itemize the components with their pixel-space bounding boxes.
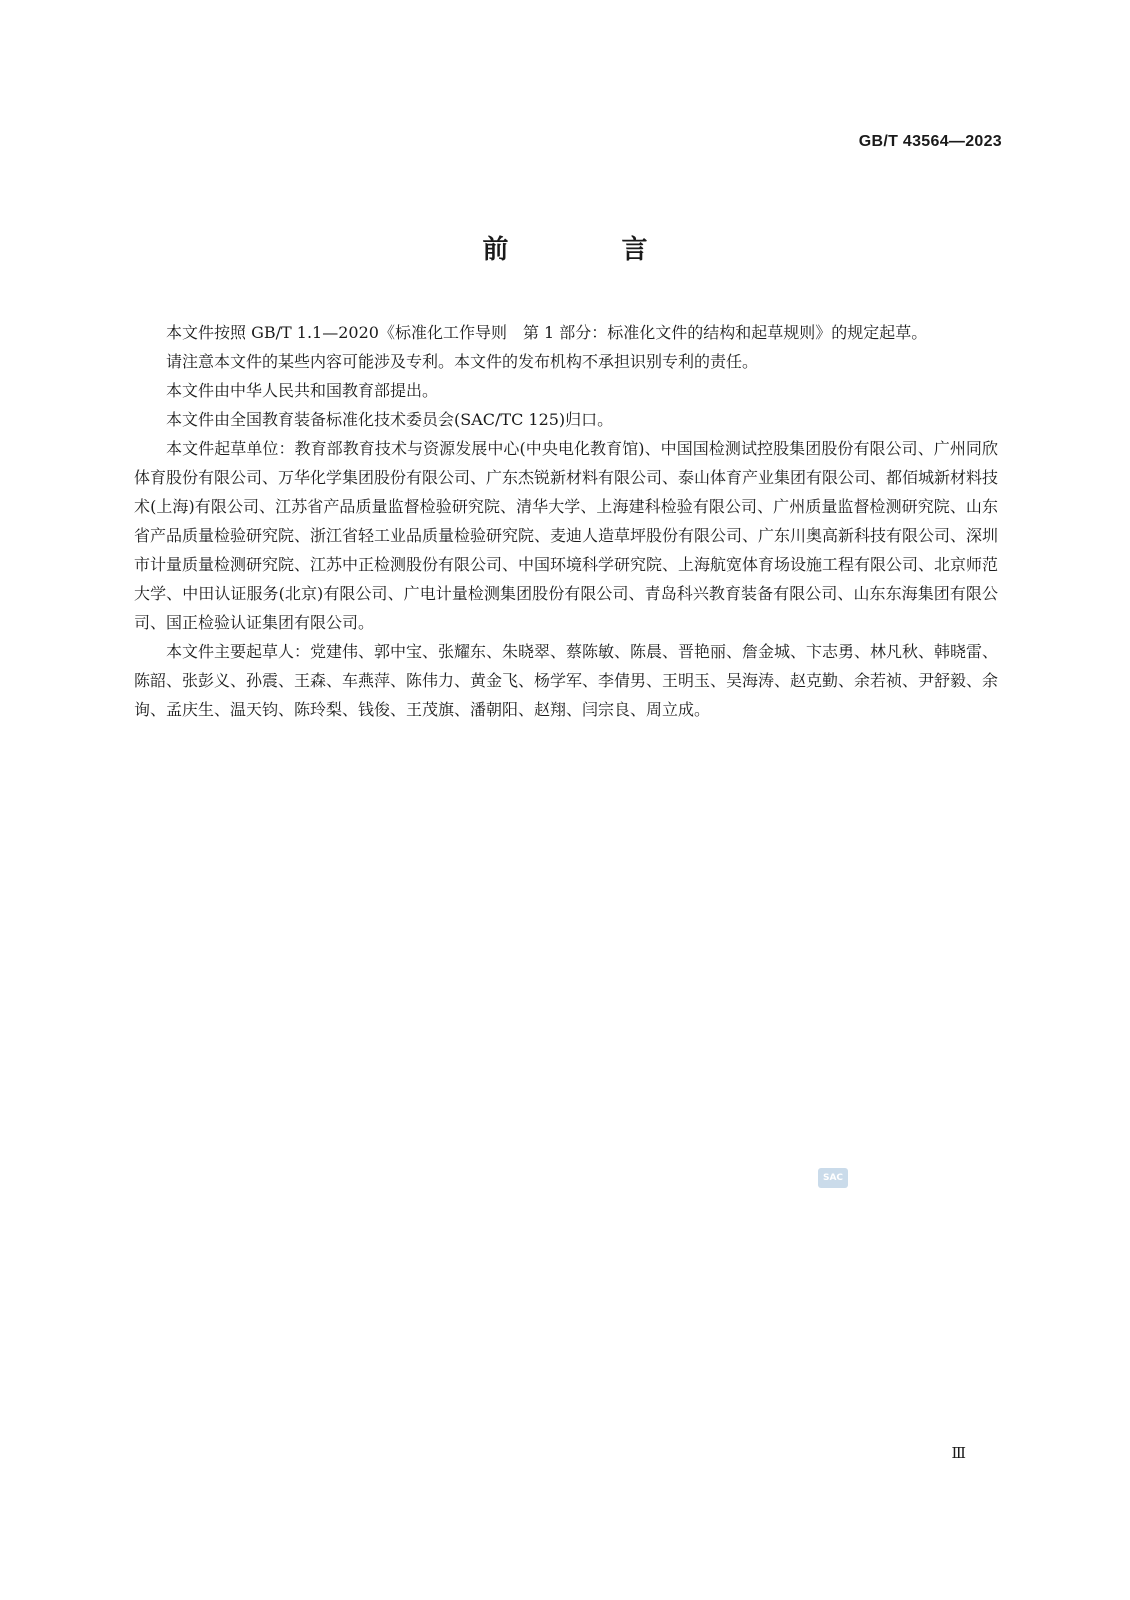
page-title: 前 言 <box>482 235 700 265</box>
foreword-body <box>134 318 998 724</box>
sac-watermark-logo: SAC <box>818 1168 848 1188</box>
paragraph-drafters: 本文件主要起草人：党建伟、郭中宝、张耀东、朱晓翠、蔡陈敏、陈晨、晋艳丽、詹金城、卞志勇、林凡秋、韩晓雷、陈韶、张彭义、孙震、王森、车燕萍、陈伟力、黄金飞、杨学军、李倩男、王明玉、吴海涛、赵克勤、余若祯、尹舒毅、余询、孟庆生、温天钧、陈玲梨、钱俊、王茂旗、潘朝阳、赵翔、闫宗良、周立成。 <box>134 642 999 719</box>
paragraph-drafting-organizations: 本文件起草单位：教育部教育技术与资源发展中心(中央电化教育馆)、中国国检测试控股集团股份有限公司、广州同欣体育股份有限公司、万华化学集团股份有限公司、广东杰锐新材料有限公司、泰山体育产业集团有限公司、都佰城新材料技术(上海)有限公司、江苏省产品质量监督检验研究院、清华大学、上海建科检验有限公司、广州质量监督检测研究院、山东省产品质量检验研究院、浙江省轻工业品质量检验研究院、麦迪人造草坪股份有限公司、广东川奥高新科技有限公司、深圳市计量质量检测研究院、江苏中正检测股份有限公司、中国环境科学研究院、上海航宽体育场设施工程有限公司、北京师范大学、中田认证服务(北京)有限公司、广电计量检测集团股份有限公司、青岛科兴教育装备有限公司、山东东海集团有限公司、国正检验认证集团有限公司。 <box>134 439 999 632</box>
page-number: Ⅲ <box>951 1444 966 1462</box>
standard-code: GB/T 43564—2023 <box>858 133 1002 150</box>
paragraph-patent-notice: 请注意本文件的某些内容可能涉及专利。本文件的发布机构不承担识别专利的责任。 <box>166 352 759 371</box>
paragraph-drafting-rules: 本文件按照 GB/T 1.1—2020《标准化工作导则 第 1 部分：标准化文件的结构和起草规则》的规定起草。 <box>166 323 928 342</box>
paragraph-technical-committee: 本文件由全国教育装备标准化技术委员会(SAC/TC 125)归口。 <box>166 410 614 429</box>
paragraph-proposer: 本文件由中华人民共和国教育部提出。 <box>166 381 439 400</box>
